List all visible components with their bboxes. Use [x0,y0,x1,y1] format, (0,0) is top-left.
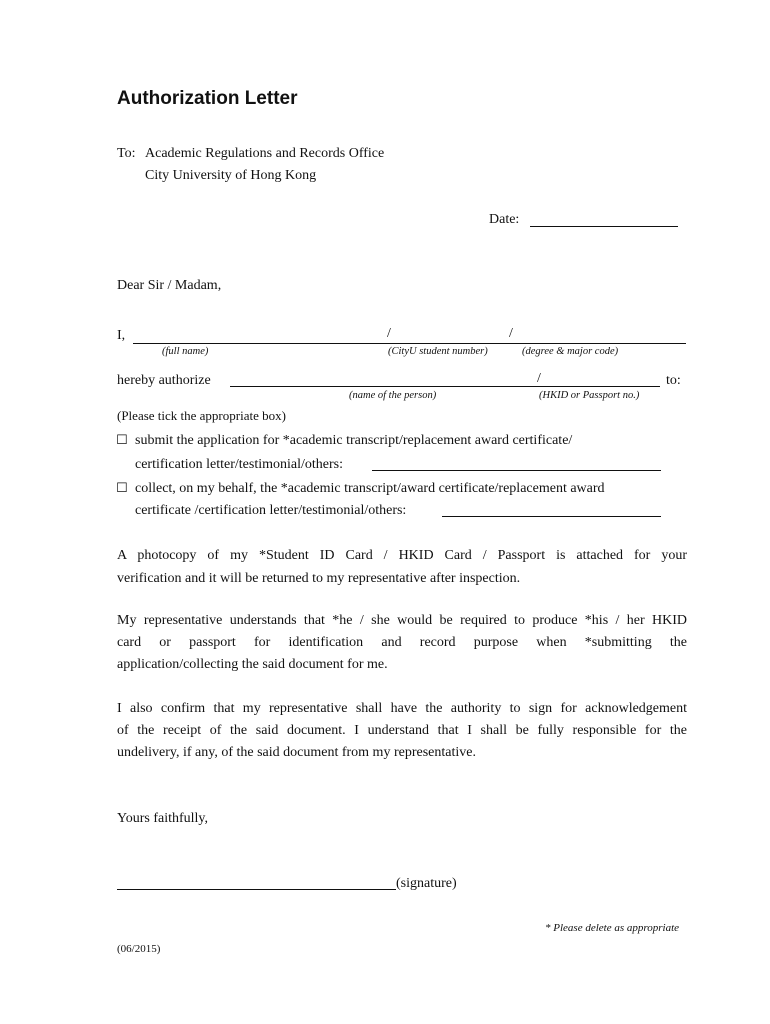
separator: / [537,371,541,386]
para1-line: A photocopy of my *Student ID Card / HKID Card / Passport is attached for your [117,548,687,563]
representative-field[interactable] [230,386,660,387]
person-caption: (name of the person) [349,390,437,401]
option2-text-2: certificate /certification letter/testimonial/others: [135,503,407,518]
recipient-office: Academic Regulations and Records Office [145,146,385,161]
separator: / [387,326,391,341]
option1-text-2: certification letter/testimonial/others: [135,457,343,472]
student-number-caption: (CityU student number) [388,346,488,357]
closing: Yours faithfully, [117,811,209,826]
authorize-prefix: hereby authorize [117,373,211,388]
date-field[interactable] [530,226,678,227]
option1-checkbox[interactable]: ☐ [116,433,128,448]
to-suffix: to: [666,373,681,388]
option1-others-field[interactable] [372,470,661,471]
delete-note: * Please delete as appropriate [545,922,680,934]
option2-text: collect, on my behalf, the *academic transcript/award certificate/replacement award [135,481,605,496]
option2-others-field[interactable] [442,516,661,517]
para3-line: undelivery, if any, of the said document from my representative. [117,745,476,760]
option1-text: submit the application for *academic transcript/replacement award certificate/ [135,433,573,448]
recipient-university: City University of Hong Kong [145,168,317,183]
separator: / [509,326,513,341]
option2-checkbox[interactable]: ☐ [116,481,128,496]
page-title: Authorization Letter [117,88,298,109]
para1-line: verification and it will be returned to my representative after inspection. [117,571,521,586]
student-info-field[interactable] [133,343,686,344]
tick-note: (Please tick the appropriate box) [117,408,286,423]
para2-line: card or passport for identification and record purpose when *submitting the [117,635,687,650]
form-version: (06/2015) [117,943,161,955]
para2-line: My representative understands that *he / she would be required to produce *his / her HKID [117,613,687,628]
degree-caption: (degree & major code) [522,346,619,357]
id-caption: (HKID or Passport no.) [539,390,640,401]
date-label: Date: [489,212,520,227]
signature-field[interactable] [117,889,396,890]
para3-line: I also confirm that my representative shall have the authority to sign for acknowledgement [117,701,687,716]
full-name-caption: (full name) [162,346,209,357]
i-prefix: I, [117,328,126,343]
salutation: Dear Sir / Madam, [117,278,222,293]
to-label: To: [117,146,136,161]
para3-line: of the receipt of the said document. I understand that I shall be fully responsible for the [117,723,687,738]
para2-line: application/collecting the said document for me. [117,657,388,672]
signature-label: (signature) [396,876,457,891]
